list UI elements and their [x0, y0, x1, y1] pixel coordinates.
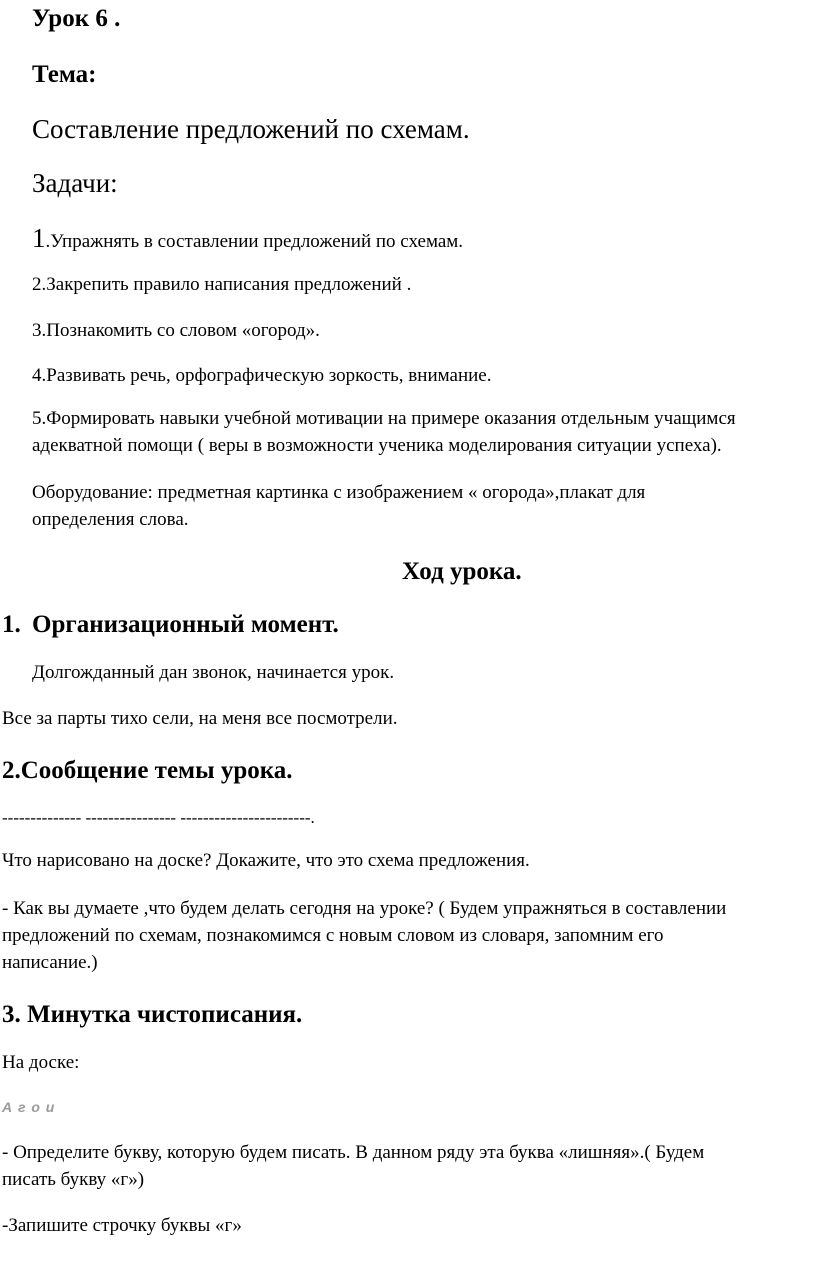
sentence-scheme-dashes: -------------- ---------------- -----------------------. [2, 808, 315, 827]
board-letters: А г о и [2, 1099, 56, 1115]
define-letter-line-1: - Определите букву, которую будем писать. В данном ряду эта буква «лишняя».( Будем [2, 1142, 705, 1163]
task-item-3: 3.Познакомить со словом «огород». [32, 320, 320, 341]
section-1-title: Организационный момент. [32, 611, 339, 638]
poem-line-2: Все за парты тихо сели, на меня все посмотрели. [2, 708, 398, 729]
task-1-number: 1 [32, 223, 46, 253]
board-label: На доске: [2, 1052, 80, 1073]
question-2-line-3: написание.) [2, 952, 98, 973]
question-1: Что нарисовано на доске? Докажите, что это схема предложения. [2, 850, 530, 871]
define-letter-line-2: писать букву «г») [2, 1169, 145, 1190]
equipment-line-1: Оборудование: предметная картинка с изображением « огорода»,плакат для [32, 482, 646, 503]
lesson-subject: Составление предложений по схемам. [32, 114, 470, 144]
task-item-5-line-1: 5.Формировать навыки учебной мотивации на примере оказания отдельным учащимся [32, 408, 736, 429]
task-item-2: 2.Закрепить правило написания предложений . [32, 274, 412, 295]
section-2-heading: 2.Сообщение темы урока. [2, 757, 293, 784]
lesson-number: Урок 6 . [32, 5, 121, 32]
question-2-line-2: предложений по схемам, познакомимся с новым словом из словаря, запомним его [2, 925, 664, 946]
topic-label: Тема: [32, 61, 97, 88]
section-1-number: 1. [2, 611, 21, 638]
poem-line-1: Долгожданный дан звонок, начинается урок. [32, 662, 395, 683]
task-item-4: 4.Развивать речь, орфографическую зоркость, внимание. [32, 365, 492, 386]
lesson-course-title: Ход урока. [402, 558, 522, 585]
section-1-heading [2, 610, 339, 640]
task-item-5-line-2: адекватной помощи ( веры в возможности ученика моделирования ситуации успеха). [32, 435, 722, 456]
task-1-text: .Упражнять в составлении предложений по схемам. [45, 231, 464, 252]
question-2-line-1: - Как вы думаете ,что будем делать сегодня на уроке? ( Будем упражняться в составлении [2, 898, 727, 919]
task-item-1 [32, 222, 463, 254]
tasks-label: Задачи: [32, 168, 118, 198]
section-3-heading: 3. Минутка чистописания. [2, 1001, 303, 1028]
equipment-line-2: определения слова. [32, 509, 189, 530]
write-letter-instruction: -Запишите строчку буквы «г» [2, 1215, 242, 1236]
